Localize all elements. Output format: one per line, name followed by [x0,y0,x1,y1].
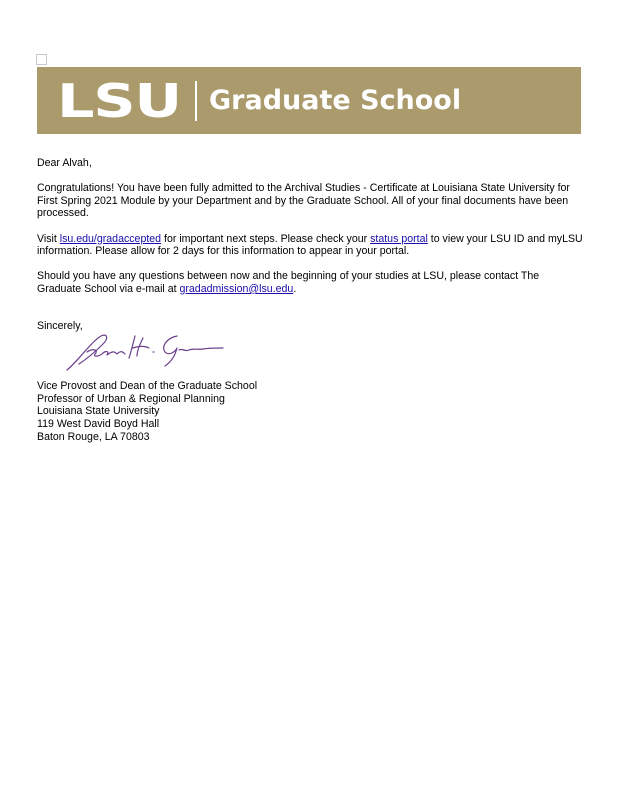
signatory-role: Professor of Urban & Regional Planning [37,392,225,405]
banner-school-name: Graduate School [209,85,462,116]
address-line-2: Baton Rouge, LA 70803 [37,430,150,443]
next-steps-paragraph [37,233,583,258]
status-portal-link[interactable]: status portal [370,232,428,245]
image-placeholder-icon [36,54,47,65]
lsu-logo: LSU [57,73,181,128]
admission-paragraph: Congratulations! You have been fully admitted to the Archival Studies - Certificate at Louisiana State University for First Spring 2021 Module by your Department and by the Graduate School. All of your final documents have been processed. [37,182,570,220]
gradadmission-email-link[interactable]: gradadmission@lsu.edu [179,282,294,295]
contact-paragraph [37,270,583,295]
gradaccepted-link[interactable]: lsu.edu/gradaccepted [59,232,162,245]
lsu-graduate-school-banner [37,67,581,134]
contact-text-2: . [293,282,297,295]
address-line-1: 119 West David Boyd Hall [37,417,160,430]
next-steps-text-3: to view your LSU ID and myLSU information. Please allow for 2 days for this information to appear in your portal. [37,232,583,258]
handwritten-signature [57,330,227,374]
next-steps-text-1: Visit [37,232,60,245]
signatory-title: Vice Provost and Dean of the Graduate School [37,380,258,393]
next-steps-text-2: for important next steps. Please check your [161,232,371,245]
greeting: Dear Alvah, [37,157,92,169]
letter-body [37,157,583,443]
signature-block [37,380,583,443]
closing: Sincerely, [37,319,83,332]
contact-text-1: Should you have any questions between now and the beginning of your studies at LSU, please contact The Graduate School via e-mail at [37,270,540,295]
signatory-institution: Louisiana State University [37,405,160,418]
